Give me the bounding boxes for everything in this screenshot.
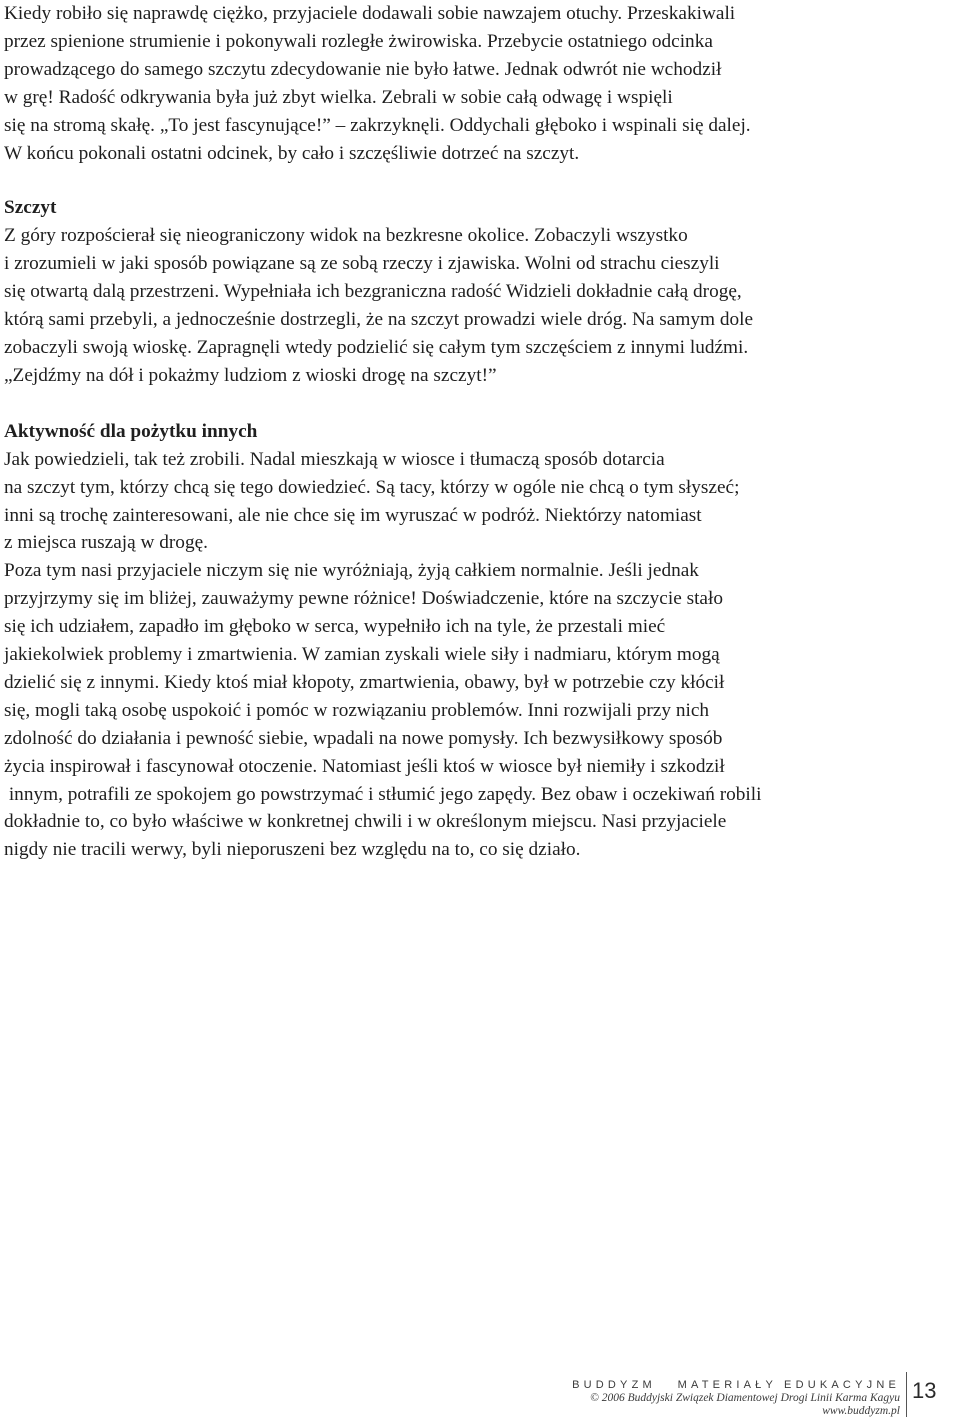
text-line: Kiedy robiło się naprawdę ciężko, przyjaciele dodawali sobie nawzajem otuchy. Przeskakiwali [4, 3, 736, 24]
aktywnosc-section [4, 418, 884, 865]
text-line: „Zejdźmy na dół i pokażmy ludziom z wioski drogę na szczyt!” [4, 364, 497, 386]
text-line: się otwartą dalą przestrzeni. Wypełniała ich bezgraniczna radość Widzieli dokładnie całą drogę, [4, 281, 742, 303]
series-title: BUDDYZM MATERIAŁY EDUKACYJNE [572, 1379, 900, 1391]
text-line: zdolność do działania i pewność siebie, wpadali na nowe pomysły. Ich bezwysiłkowy sposób [4, 727, 723, 749]
section-heading: Aktywność dla pożytku innych [4, 420, 258, 442]
text-line: życia inspirował i fascynował otoczenie. Natomiast jeśli ktoś w wiosce był niemiły i szkodził [4, 755, 725, 777]
text-line: się ich udziałem, zapadło im głęboko w serca, wypełniło ich na tyle, że przestali mieć [4, 616, 666, 638]
text-line: Poza tym nasi przyjaciele niczym się nie wyróżniają, żyją całkiem normalnie. Jeśli jednak [4, 560, 699, 582]
website-link[interactable]: www.buddyzm.pl [822, 1405, 900, 1417]
footer-divider [906, 1372, 907, 1417]
copyright-notice: © 2006 Buddyjski Związek Diamentowej Drogi Linii Karma Kagyu [590, 1392, 900, 1404]
text-line: dzielić się z innymi. Kiedy ktoś miał kłopoty, zmartwienia, obawy, był w potrzebie czy kłócił [4, 671, 725, 693]
text-line: z miejsca ruszają w drogę. [4, 532, 208, 554]
text-line: zobaczyli swoją wioskę. Zapragnęli wtedy podzielić się całym tym szczęściem z innymi ludźmi. [4, 336, 749, 358]
text-line: w grę! Radość odkrywania była już zbyt wielka. Zebrali w sobie całą odwagę i wspięli [4, 86, 673, 108]
intro-paragraph [4, 0, 884, 167]
text-line: się na stromą skałę. „To jest fascynujące!” – zakrzyknęli. Oddychali głęboko i wspinali się dalej. [4, 114, 751, 136]
main-text [4, 0, 884, 864]
section-heading: Szczyt [4, 197, 57, 219]
page-footer [0, 1372, 960, 1417]
text-line: i zrozumieli w jaki sposób powiązane są ze sobą rzeczy i zjawiska. Wolni od strachu cieszyli [4, 253, 720, 275]
text-line: jakiekolwiek problemy i zmartwienia. W zamian zyskali wiele siły i nadmiaru, którym mogą [4, 644, 720, 666]
text-line: prowadzącego do samego szczytu zdecydowanie nie było łatwe. Jednak odwrót nie wchodził [4, 58, 722, 80]
text-line: przyjrzymy się im bliżej, zauważymy pewne różnice! Doświadczenie, które na szczycie stało [4, 588, 723, 610]
text-line: inni są trochę zainteresowani, ale nie chce się im wyruszać w podróż. Niektórzy natomiast [4, 504, 702, 526]
text-line: się, mogli taką osobę uspokoić i pomóc w rozwiązaniu problemów. Inni rozwijali przy nich [4, 699, 710, 721]
text-line: na szczyt tym, którzy chcą się tego dowiedzieć. Są tacy, którzy w ogóle nie chcą o tym słyszeć; [4, 476, 740, 498]
szczyt-section [4, 194, 884, 389]
text-line: przez spienione strumienie i pokonywali rozległe żwirowiska. Przebycie ostatniego odcinka [4, 30, 713, 52]
text-line: W końcu pokonali ostatni odcinek, by cało i szczęśliwie dotrzeć na szczyt. [4, 142, 580, 164]
text-line: dokładnie to, co było właściwe w konkretnej chwili i w określonym miejscu. Nasi przyjaciele [4, 811, 727, 833]
page-number: 13 [912, 1378, 937, 1403]
text-line: Z góry rozpościerał się nieograniczony widok na bezkresne okolice. Zobaczyli wszystko [4, 225, 688, 247]
text-line: którą sami przebyli, a jednocześnie dostrzegli, że na szczyt prowadzi wiele dróg. Na samym dole [4, 309, 754, 331]
text-line: nigdy nie tracili werwy, byli nieporuszeni bez względu na to, co się działo. [4, 839, 581, 861]
text-line: innym, potrafili ze spokojem go powstrzymać i stłumić jego zapędy. Bez obaw i oczekiwań robili [4, 783, 762, 805]
footer-text [572, 1378, 900, 1418]
text-line: Jak powiedzieli, tak też zrobili. Nadal mieszkają w wiosce i tłumaczą sposób dotarcia [4, 448, 665, 470]
